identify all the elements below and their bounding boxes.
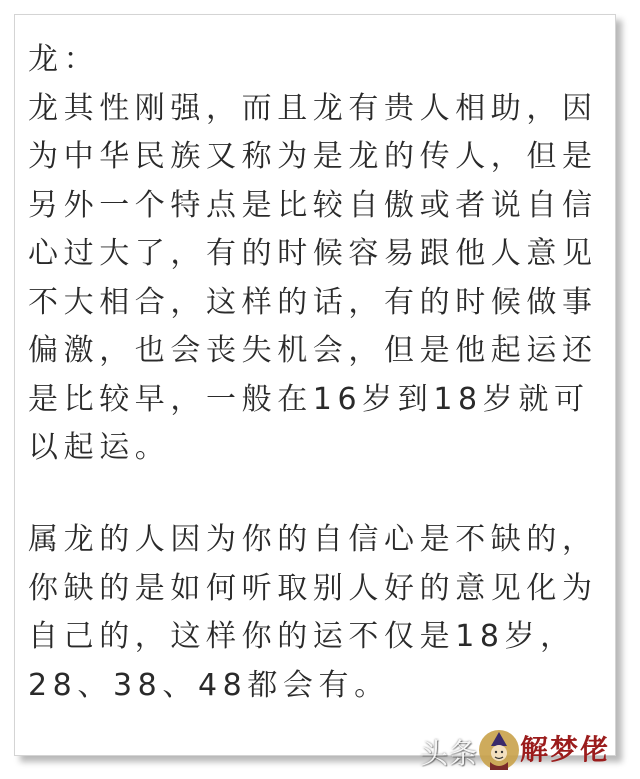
text-line: 不大相合，这样的话，有的时候做事 [28, 284, 598, 320]
watermark-platform-text: 头条 [420, 737, 479, 770]
text-line: 28、38、48都会有。 [28, 667, 390, 703]
text-line: 为中华民族又称为是龙的传人，但是 [28, 139, 598, 174]
watermark [418, 718, 638, 778]
text-line: 属龙的人因为你的自信心是不缺的， [28, 522, 598, 557]
text-line: 是比较早，一般在16岁到18岁就可 [28, 381, 590, 417]
paragraph-dragon-traits [28, 36, 618, 473]
watermark-brand-text: 解梦佬 [520, 733, 611, 766]
text-line: 以起运。 [28, 430, 171, 465]
text-line: 自己的，这样你的运不仅是18岁， [28, 619, 576, 654]
text-line: 另外一个特点是比较自傲或者说自信 [28, 187, 598, 223]
paragraph-heading: 龙： [28, 42, 100, 77]
text-line: 你缺的是如何听取别人好的意见化为 [28, 570, 598, 606]
fortune-teller-logo-icon [476, 726, 522, 772]
text-line: 龙其性刚强，而且龙有贵人相助，因 [28, 90, 598, 126]
text-line: 心过大了，有的时候容易跟他人意见 [28, 236, 598, 271]
text-line: 偏激，也会丧失机会，但是他起运还 [28, 333, 598, 368]
paragraph-dragon-advice [28, 516, 618, 710]
